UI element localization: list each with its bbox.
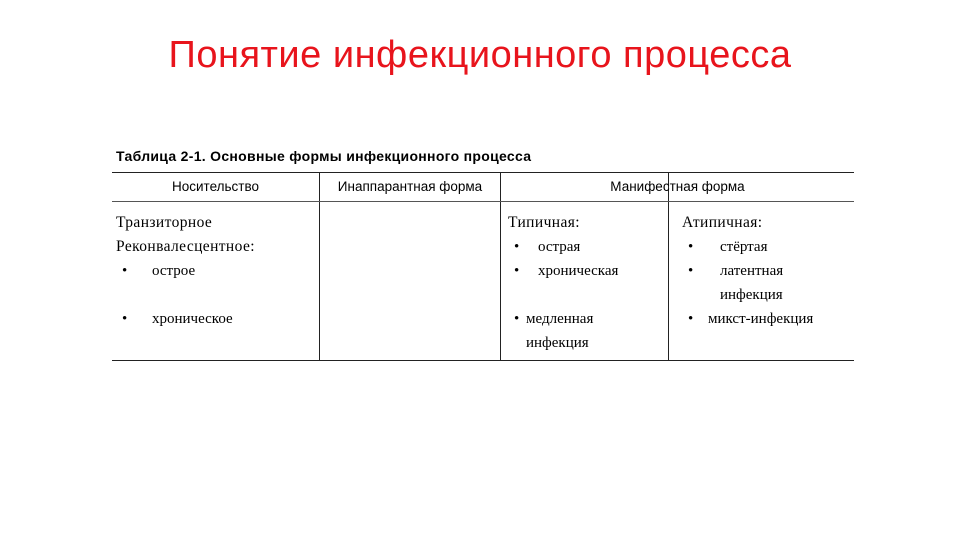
- carriage-transitory: Транзиторное: [116, 214, 213, 231]
- header-divider: [112, 201, 854, 202]
- list-item-continuation: инфекция: [526, 335, 589, 351]
- list-item: • острая: [508, 235, 666, 259]
- list-item: • хроническая: [508, 259, 666, 283]
- infection-forms-table: [112, 148, 854, 361]
- list-item: • хроническое: [116, 307, 316, 331]
- list-item: • медленная: [508, 307, 666, 331]
- atypical-label: Атипичная:: [682, 214, 763, 231]
- carriage-reconvalescent: Реконвалесцентное:: [116, 238, 255, 255]
- carriage-cell: [116, 211, 316, 331]
- typical-label: Типичная:: [508, 214, 580, 231]
- table-body: [112, 172, 854, 361]
- header-manifest: Манифестная форма: [610, 179, 745, 194]
- table-caption: Таблица 2-1. Основные формы инфекционного процесса: [116, 148, 532, 164]
- list-item: • стёртая: [682, 235, 852, 259]
- atypical-cell: [682, 211, 852, 331]
- list-item: • микст-инфекция: [682, 307, 852, 331]
- header-inapparent: Инаппарантная форма: [337, 179, 483, 194]
- list-item-continuation: инфекция: [720, 287, 783, 303]
- list-item: • латентная: [682, 259, 852, 283]
- slide-title: Понятие инфекционного процесса: [168, 34, 792, 76]
- list-item: • острое: [116, 259, 316, 283]
- header-carriage: Носительство: [171, 179, 259, 194]
- typical-cell: [508, 211, 666, 355]
